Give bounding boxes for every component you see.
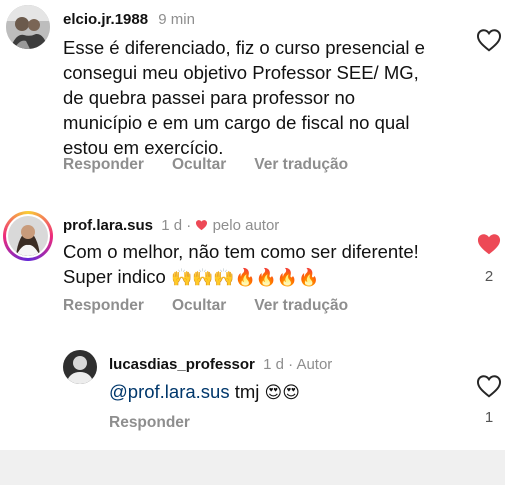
like-button[interactable] xyxy=(476,374,502,398)
hide-button[interactable]: Ocultar xyxy=(171,297,227,314)
separator: · xyxy=(186,217,192,234)
timestamp: 9 min xyxy=(158,11,195,28)
avatar-elcio[interactable] xyxy=(6,5,50,49)
timestamp: 1 d xyxy=(161,217,183,234)
like-button[interactable] xyxy=(476,232,502,256)
comment-text xyxy=(63,239,463,291)
bottom-bar xyxy=(0,450,505,485)
username[interactable]: elcio.jr.1988 xyxy=(63,11,149,28)
comment-text-content: Com o melhor, não tem como ser diferente! Super indico xyxy=(63,241,419,287)
comment-text: Esse é diferenciado, fiz o curso presencial e consegui meu objetivo Professor SEE/ MG, de quebra passei para professor no município e em um cargo de fiscal no qual estou em exercício. xyxy=(63,37,425,158)
heart-outline-icon xyxy=(476,28,502,52)
like-count: 1 xyxy=(484,409,494,426)
comment-emojis: 🙌🙌🙌🔥🔥🔥🔥 xyxy=(170,268,320,288)
reply-button[interactable]: Responder xyxy=(109,414,190,431)
avatar-lucasdias[interactable] xyxy=(63,350,97,384)
comment-actions xyxy=(109,414,218,432)
reply-button[interactable]: Responder xyxy=(63,156,144,173)
comment-header xyxy=(109,355,332,375)
separator: · xyxy=(288,356,294,373)
comment-emojis: 😍😍 xyxy=(264,383,300,403)
timestamp: 1 d xyxy=(263,356,284,373)
like-count: 2 xyxy=(484,268,494,285)
heart-outline-icon xyxy=(476,374,502,398)
comment-actions xyxy=(63,156,376,174)
username[interactable]: prof.lara.sus xyxy=(63,217,154,234)
comment-actions xyxy=(63,297,376,315)
username[interactable]: lucasdias_professor xyxy=(109,356,255,373)
mention-link[interactable]: @prof.lara.sus xyxy=(109,381,230,402)
liked-by-author: pelo autor xyxy=(212,217,280,234)
heart-filled-icon xyxy=(476,232,502,256)
comment-text xyxy=(109,379,449,406)
hide-button[interactable]: Ocultar xyxy=(171,156,227,173)
avatar-lara[interactable] xyxy=(3,211,53,261)
like-button[interactable] xyxy=(476,28,502,52)
heart-filled-icon xyxy=(195,219,208,231)
translate-button[interactable]: Ver tradução xyxy=(254,297,349,314)
translate-button[interactable]: Ver tradução xyxy=(254,156,349,173)
reply-button[interactable]: Responder xyxy=(63,297,144,314)
comment-header xyxy=(63,216,279,236)
comment-text-content: tmj xyxy=(234,381,260,402)
comment-header xyxy=(63,10,195,30)
author-badge: Autor xyxy=(296,356,333,373)
